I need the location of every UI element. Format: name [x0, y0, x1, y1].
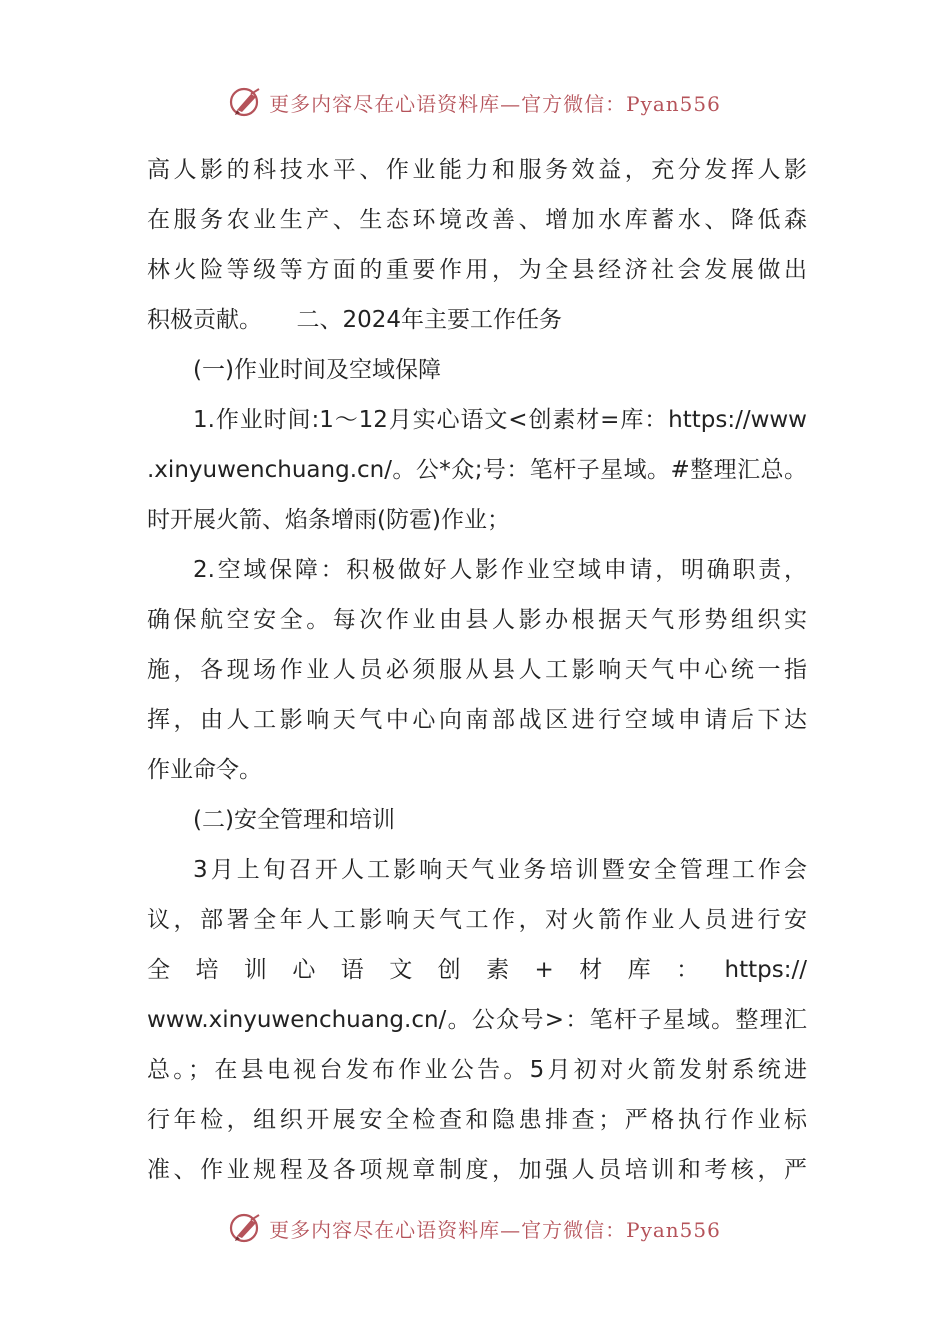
paragraph-line: 2.空域保障：积极做好人影作业空域申请，明确职责，: [193, 557, 807, 583]
pen-nib-logo-icon: [229, 85, 263, 119]
pen-nib-logo-icon: [229, 1211, 263, 1245]
footer-wechat-id: Pyan556: [626, 1217, 721, 1242]
paragraph-line: 总。；在县电视台发布作业公告。5月初对火箭发射系统进: [147, 1057, 807, 1083]
paragraph-line: 1.作业时间:1～12月实心语文<创素材=库：https://www: [193, 407, 807, 433]
paragraph-line: www.xinyuwenchuang.cn/。公众号>：笔杆子星域。整理汇: [147, 1007, 807, 1033]
paragraph-line: 在服务农业生产、生态环境改善、增加水库蓄水、降低森: [147, 207, 807, 233]
section-heading: (一)作业时间及空域保障: [193, 357, 441, 383]
paragraph-line: 积极贡献。 二、2024年主要工作任务: [147, 307, 563, 333]
paragraph-line: 确保航空安全。每次作业由县人影办根据天气形势组织实: [147, 607, 807, 633]
paragraph-line: 全培训心语文创素+材库：https://: [147, 957, 807, 983]
header-banner-text: 更多内容尽在心语资料库—官方微信：Pyan556: [269, 91, 721, 116]
document-body: [147, 145, 807, 1195]
paragraph-line: 行年检，组织开展安全检查和隐患排查；严格执行作业标: [147, 1107, 807, 1133]
paragraph-line: 挥，由人工影响天气中心向南部战区进行空域申请后下达: [147, 707, 807, 733]
paragraph-line: 3月上旬召开人工影响天气业务培训暨安全管理工作会: [193, 857, 807, 883]
header-banner: [0, 82, 950, 122]
paragraph-line: 高人影的科技水平、作业能力和服务效益，充分发挥人影: [147, 157, 807, 183]
paragraph-line: 施，各现场作业人员必须服从县人工影响天气中心统一指: [147, 657, 807, 683]
paragraph-line: 时开展火箭、焰条增雨(防雹)作业；: [147, 507, 510, 533]
header-wechat-id: Pyan556: [626, 91, 721, 116]
footer-banner: [0, 1208, 950, 1248]
paragraph-line: .xinyuwenchuang.cn/。公*众;号：笔杆子星域。#整理汇总。: [147, 457, 807, 483]
section-heading: (二)安全管理和培训: [193, 807, 395, 833]
paragraph-line: 林火险等级等方面的重要作用，为全县经济社会发展做出: [147, 257, 807, 283]
footer-banner-text: 更多内容尽在心语资料库—官方微信：Pyan556: [269, 1217, 721, 1242]
paragraph-line: 议，部署全年人工影响天气工作，对火箭作业人员进行安: [147, 907, 807, 933]
paragraph-line: 准、作业规程及各项规章制度，加强人员培训和考核，严: [147, 1157, 807, 1183]
paragraph-line: 作业命令。: [147, 757, 262, 783]
